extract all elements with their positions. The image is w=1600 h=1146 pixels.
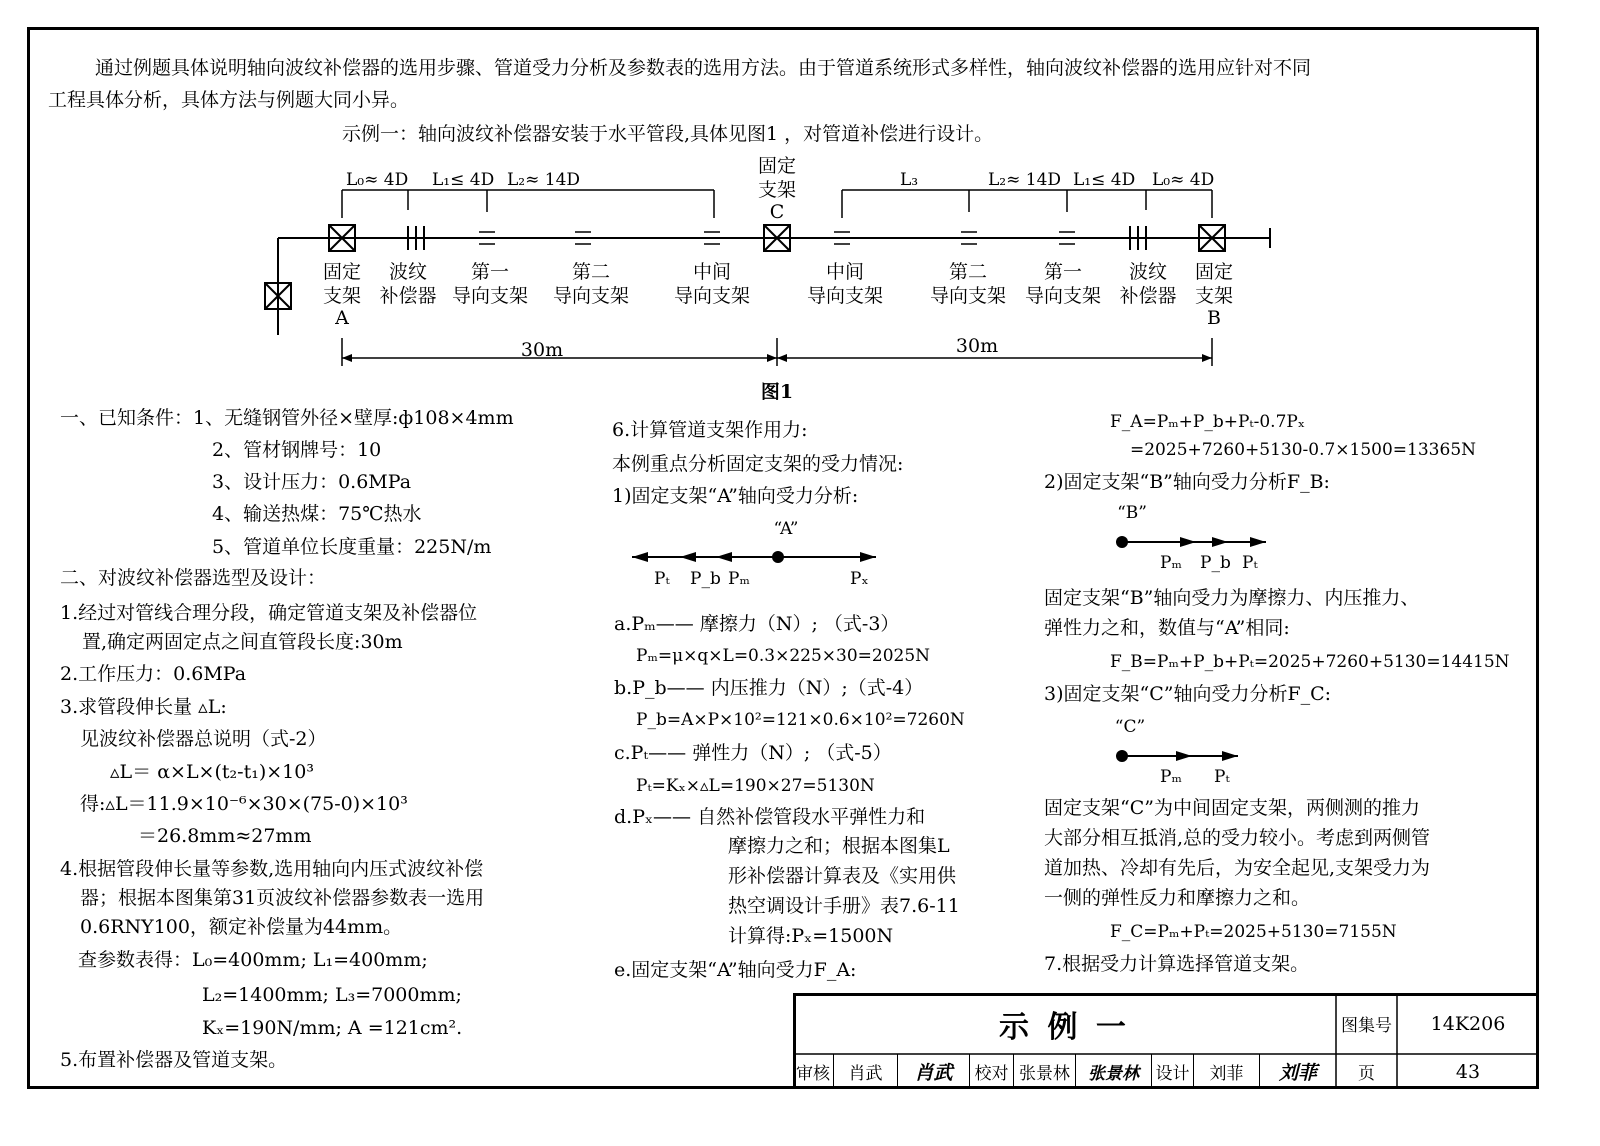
checker-signature: 张景林 (1075, 1054, 1151, 1089)
param-line-1: 查参数表得：L₀=400mm; L₁=400mm; (78, 949, 428, 971)
known-conditions-4: 4、输送热煤：75℃热水 (212, 503, 422, 525)
force-diagram-b (1100, 496, 1280, 576)
label-guide2-right-2: 导向支架 (929, 285, 1007, 307)
section-two-heading: 二、对波纹补偿器选型及设计： (60, 567, 327, 589)
label-fixed-a-2: 支架 (322, 285, 362, 307)
support-a-heading: 1)固定支架“A”轴向受力分析: (612, 485, 859, 507)
step3-line: 3.求管段伸长量 ▵L: (60, 696, 227, 718)
force-c-pt: Pₜ (1214, 767, 1230, 787)
px-def-line-4: 热空调设计手册》表7.6-11 (728, 895, 960, 917)
label-guidemid-right-2: 导向支架 (806, 285, 884, 307)
dim-l3-right: L₃ (900, 170, 919, 190)
intro-line-2: 工程具体分析，具体方法与例题大同小异。 (48, 89, 410, 111)
step3-ref: 见波纹补偿器总说明（式-2） (80, 728, 327, 750)
px-def-line-3: 形补偿器计算表及《实用供 (728, 865, 957, 887)
label-guide1-left-1: 第一 (470, 261, 510, 283)
support-b-desc-1: 固定支架“B”轴向受力为摩擦力、内压推力、 (1044, 587, 1420, 609)
label-fixed-a-3: A (335, 307, 349, 329)
pressure-thrust-calc: P_b=A×P×10²=121×0.6×10²=7260N (636, 710, 965, 730)
force-a-node (772, 551, 784, 563)
force-b-node (1116, 536, 1128, 548)
px-def-line-1: d.Pₓ—— 自然补偿管段水平弹性力和 (614, 806, 926, 828)
step4-line-1: 4.根据管段伸长量等参数,选用轴向内压式波纹补偿 (60, 858, 484, 880)
dim-l1-left: L₁≤ 4D (432, 170, 495, 190)
label-fixed-b-3: B (1207, 307, 1221, 329)
review-label: 审核 (796, 1064, 830, 1084)
support-c-desc-3: 道加热、冷却有先后，为安全起见,支架受力为 (1044, 857, 1431, 879)
step1-line-1: 1.经过对管线合理分段，确定管道支架及补偿器位 (60, 602, 478, 624)
fa-formula: F_A=Pₘ+P_b+Pₜ-0.7Pₓ (1110, 412, 1306, 432)
formula-delta-l-result: ＝26.8mm≈27mm (138, 825, 312, 847)
step4-line-3: 0.6RNY100，额定补偿量为44mm。 (80, 916, 403, 938)
dim-l0-left: L₀≈ 4D (346, 170, 409, 190)
known-conditions-5: 5、管道单位长度重量：225N/m (212, 536, 492, 558)
label-bellows-right-1: 波纹 (1128, 261, 1168, 283)
force-a-label: “A” (773, 519, 799, 539)
fixed-support-c-label-3: C (769, 201, 785, 223)
support-c-heading: 3)固定支架“C”轴向受力分析F_C: (1044, 683, 1332, 705)
force-c-pm: Pₘ (1160, 767, 1182, 787)
force-b-pb: P_b (1200, 553, 1231, 573)
fa-result: =2025+7260+5130-0.7×1500=13365N (1130, 440, 1477, 460)
step5-line: 5.布置补偿器及管道支架。 (60, 1049, 288, 1071)
px-def-line-2: 摩擦力之和；根据本图集L (728, 835, 950, 857)
label-guide1-left-2: 导向支架 (451, 285, 529, 307)
dim-l0-right: L₀≈ 4D (1152, 170, 1215, 190)
formula-delta-l-calc: 得:▵L＝11.9×10⁻⁶×30×(75-0)×10³ (80, 793, 408, 815)
label-fixed-b-2: 支架 (1194, 285, 1234, 307)
step6-heading: 6.计算管道支架作用力: (612, 419, 808, 441)
check-label: 校对 (969, 1054, 1013, 1089)
fb-formula: F_B=Pₘ+P_b+Pₜ=2025+7260+5130=14415N (1110, 652, 1510, 672)
figure-caption: 图1 (760, 381, 794, 400)
reviewer-name: 肖武 (833, 1054, 897, 1089)
step6-intro: 本例重点分析固定支架的受力情况: (612, 453, 904, 475)
px-def-line-5: 计算得:Pₓ=1500N (728, 925, 894, 947)
intro-line-1: 通过例题具体说明轴向波纹补偿器的选用步骤、管道受力分析及参数表的选用方法。由于管道系统形式多样性，轴向波纹补偿器的选用应针对不同 (95, 57, 1312, 79)
page-label: 页 (1358, 1064, 1375, 1084)
force-a-pm: Pₘ (728, 569, 750, 589)
dim-l2-right: L₂≈ 14D (988, 170, 1062, 190)
step4-line-2: 器；根据本图集第31页波纹补偿器参数表一选用 (80, 887, 485, 909)
force-b-pt: Pₜ (1242, 553, 1258, 573)
page-number: 43 (1455, 1060, 1481, 1083)
span-right-label: 30m (955, 335, 999, 357)
known-conditions-3: 3、设计压力：0.6MPa (212, 471, 412, 493)
atlas-no-label: 图集号 (1341, 1016, 1392, 1036)
formula-delta-l: ▵L＝ α×L×(t₂-t₁)×10³ (110, 761, 314, 783)
support-a-force-heading: e.固定支架“A”轴向受力F_A: (614, 959, 857, 981)
pipe-layout-diagram (0, 0, 1600, 400)
reviewer-signature: 肖武 (897, 1054, 969, 1089)
force-diagram-c (1100, 710, 1260, 790)
fc-formula: F_C=Pₘ+Pₜ=2025+5130=7155N (1110, 922, 1397, 942)
support-b-heading: 2)固定支架“B”轴向受力分析F_B: (1044, 471, 1330, 493)
label-guide2-right-1: 第二 (948, 261, 988, 283)
known-conditions-2: 2、管材钢牌号：10 (212, 439, 382, 461)
force-b-pm: Pₘ (1160, 553, 1182, 573)
force-c-node (1116, 750, 1128, 762)
known-conditions-1: 一、已知条件：1、无缝钢管外径×壁厚:ф108×4mm (60, 407, 514, 429)
fixed-support-c-label-2: 支架 (757, 179, 797, 201)
span-left-label: 30m (520, 339, 564, 361)
friction-def: a.Pₘ—— 摩擦力（N）; （式-3） (614, 613, 900, 635)
support-c-desc-2: 大部分相互抵消,总的受力较小。考虑到两侧管 (1044, 827, 1431, 849)
support-c-desc-4: 一侧的弹性反力和摩擦力之和。 (1044, 887, 1311, 909)
force-b-label: “B” (1117, 503, 1147, 523)
label-guide1-right-2: 导向支架 (1024, 285, 1102, 307)
checker-name: 张景林 (1013, 1054, 1075, 1089)
support-b-desc-2: 弹性力之和，数值与“A”相同: (1044, 617, 1290, 639)
elastic-force-def: c.Pₜ—— 弹性力（N）; （式-5） (614, 742, 892, 764)
support-c-desc-1: 固定支架“C”为中间固定支架，两侧测的推力 (1044, 797, 1420, 819)
label-guide1-right-1: 第一 (1043, 261, 1083, 283)
friction-calc: Pₘ=μ×q×L=0.3×225×30=2025N (636, 646, 931, 666)
dim-l2-left: L₂≈ 14D (507, 170, 581, 190)
label-bellows-left-1: 波纹 (388, 261, 428, 283)
fixed-support-c-label-1: 固定 (757, 155, 797, 177)
force-a-pt: Pₜ (654, 569, 670, 589)
label-fixed-a-1: 固定 (322, 261, 362, 283)
label-fixed-b-1: 固定 (1194, 261, 1234, 283)
elastic-force-calc: Pₜ=Kₓ×▵L=190×27=5130N (636, 776, 875, 796)
dim-l1-right: L₁≤ 4D (1073, 170, 1136, 190)
label-guide2-left-1: 第二 (571, 261, 611, 283)
force-c-label: “C” (1114, 717, 1146, 737)
label-bellows-left-2: 补偿器 (379, 285, 437, 307)
force-a-px: Pₓ (850, 569, 869, 589)
bottom-dimension-lines (342, 338, 1212, 366)
design-label: 设计 (1151, 1054, 1193, 1089)
step7-line: 7.根据受力计算选择管道支架。 (1044, 953, 1310, 975)
label-guidemid-right-1: 中间 (825, 261, 865, 283)
sheet-title: 示 例 一 (999, 1009, 1130, 1045)
param-line-2: L₂=1400mm; L₃=7000mm; (202, 984, 462, 1006)
param-line-3: Kₓ=190N/mm; A =121cm². (202, 1017, 463, 1039)
label-guidemid-left-2: 导向支架 (673, 285, 751, 307)
label-bellows-right-2: 补偿器 (1119, 285, 1177, 307)
designer-signature: 刘菲 (1259, 1054, 1336, 1089)
force-diagram-a (620, 512, 900, 592)
force-a-pb: P_b (690, 569, 721, 589)
designer-name: 刘菲 (1193, 1054, 1259, 1089)
label-guidemid-left-1: 中间 (692, 261, 732, 283)
pressure-thrust-def: b.P_b—— 内压推力（N）;（式-4） (614, 677, 924, 699)
label-guide2-left-2: 导向支架 (552, 285, 630, 307)
step1-line-2: 置,确定两固定点之间直管段长度:30m (82, 631, 403, 653)
title-block (793, 993, 1539, 1089)
step2-line: 2.工作压力：0.6MPa (60, 663, 247, 685)
atlas-no: 14K206 (1430, 1012, 1506, 1035)
example-title: 示例一：轴向波纹补偿器安装于水平管段,具体见图1 ，对管道补偿进行设计。 (342, 123, 994, 145)
